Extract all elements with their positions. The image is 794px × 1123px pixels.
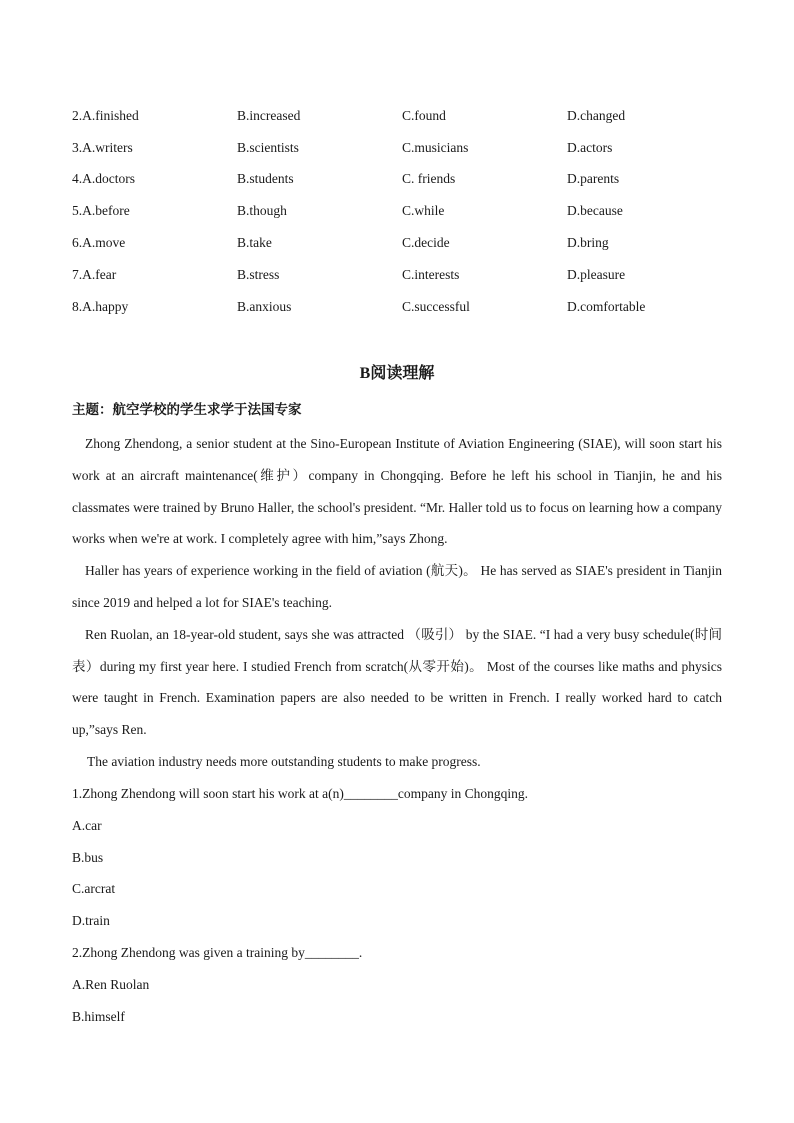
option-a: 7.A.fear — [72, 266, 117, 282]
option-a: 2.A.finished — [72, 107, 139, 123]
option-b: B.take — [237, 235, 272, 251]
option-row — [72, 100, 732, 132]
question-option: A.car — [72, 817, 102, 833]
question-option: C.arcrat — [72, 881, 116, 897]
option-c: C. friends — [402, 171, 456, 187]
topic-heading: 主题：航空学校的学生求学于法国专家 — [72, 402, 302, 417]
option-row — [72, 259, 732, 291]
questions-list — [72, 778, 722, 1032]
passage-paragraph: Haller has years of experience working in the field of aviation (航天)。 He has served as SIAE's president in Tianjin since 2019 and helped a lot for SIAE's teaching. — [72, 563, 722, 610]
section-title: B阅读理解 — [359, 365, 435, 382]
option-d: D.bring — [567, 235, 609, 251]
option-row — [72, 227, 732, 259]
option-row — [72, 132, 732, 164]
answer-options-table — [72, 100, 732, 323]
option-b: B.anxious — [237, 298, 292, 314]
option-b: B.stress — [237, 266, 280, 282]
option-d: D.changed — [567, 107, 626, 123]
option-row — [72, 164, 732, 196]
option-c: C.found — [402, 107, 446, 123]
option-b: B.increased — [237, 107, 301, 123]
passage-paragraph: Zhong Zhendong, a senior student at the Sino-European Institute of Aviation Engineering (SIAE), will soon start his work at an aircraft maintenance(维护）company in Chongqing. Before he left his school in Tianjin, he and his classmates were trained by Bruno Haller, the school's president. “Mr. Haller told us to focus on learning how a company works when we're at work. I completely agree with him,”says Zhong. — [72, 436, 722, 547]
option-c: C.decide — [402, 235, 450, 251]
option-b: B.scientists — [237, 139, 299, 155]
option-d: D.parents — [567, 171, 620, 187]
option-b: B.though — [237, 203, 287, 219]
option-d: D.because — [567, 203, 623, 219]
option-c: C.interests — [402, 266, 460, 282]
option-a: 4.A.doctors — [72, 171, 135, 187]
question-option: D.train — [72, 913, 110, 929]
question-option: A.Ren Ruolan — [72, 976, 150, 992]
option-a: 5.A.before — [72, 203, 130, 219]
question-stem: 1.Zhong Zhendong will soon start his work at a(n)________company in Chongqing. — [72, 786, 528, 801]
question-option: B.himself — [72, 1008, 125, 1024]
option-a: 3.A.writers — [72, 139, 133, 155]
option-a: 8.A.happy — [72, 298, 129, 314]
option-d: D.actors — [567, 139, 613, 155]
option-c: C.musicians — [402, 139, 469, 155]
passage-paragraph: Ren Ruolan, an 18-year-old student, says she was attracted （吸引） by the SIAE. “I had a very busy schedule(时间表）during my first year here. I studied French from scratch(从零开始)。 Most of the courses like maths and physics were taught in French. Examination papers are also needed to be written in French. I really worked hard to catch up,”says Ren. — [72, 626, 722, 738]
option-row — [72, 195, 732, 227]
option-c: C.successful — [402, 298, 470, 314]
option-b: B.students — [237, 171, 294, 187]
option-d: D.comfortable — [567, 298, 646, 314]
passage-paragraph: The aviation industry needs more outstanding students to make progress. — [87, 753, 481, 769]
option-a: 6.A.move — [72, 235, 126, 251]
question-stem: 2.Zhong Zhendong was given a training by________. — [72, 944, 363, 960]
option-row — [72, 291, 732, 323]
option-c: C.while — [402, 203, 445, 219]
question-option: B.bus — [72, 849, 104, 865]
option-d: D.pleasure — [567, 266, 626, 282]
reading-passage — [72, 428, 722, 778]
